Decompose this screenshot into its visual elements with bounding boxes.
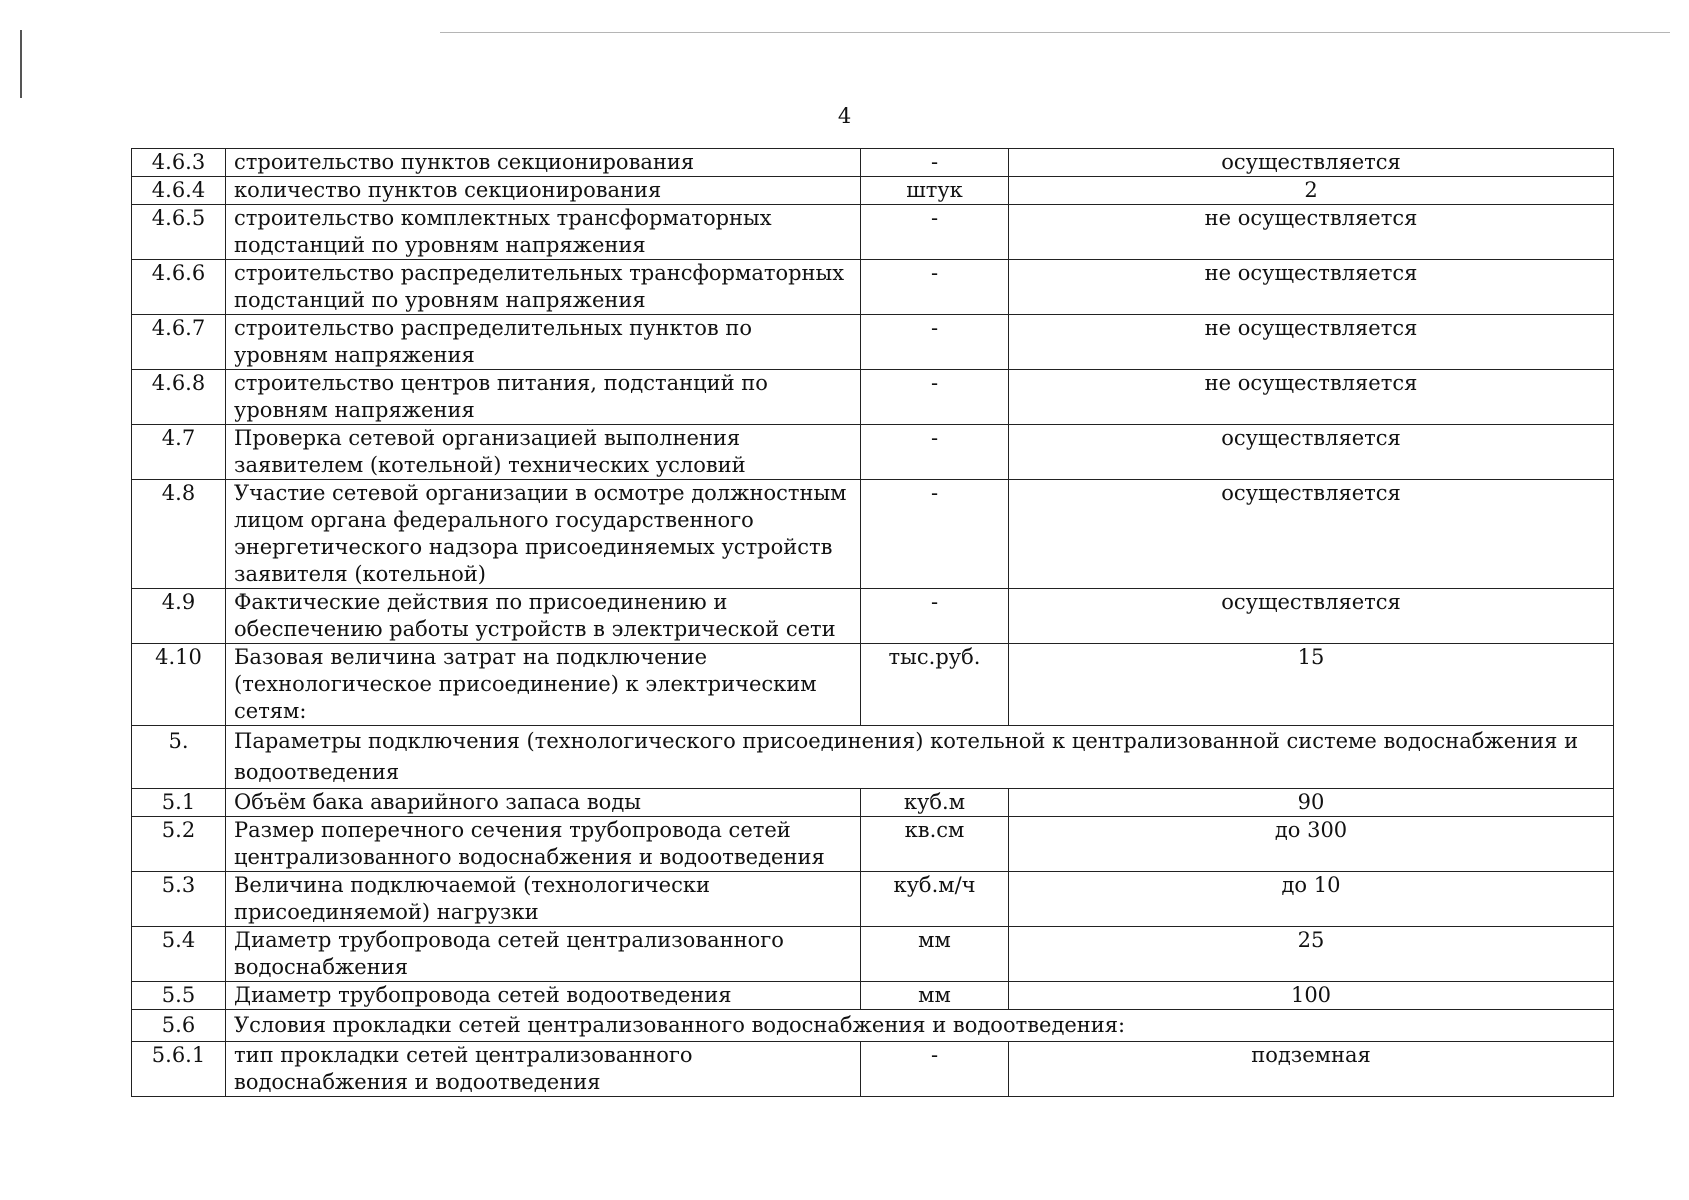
row-description: строительство центров питания, подстанций по уровням напряжения bbox=[226, 370, 861, 425]
row-unit: - bbox=[861, 1042, 1009, 1097]
row-description: Диаметр трубопровода сетей водоотведения bbox=[226, 982, 861, 1010]
row-number: 4.6.4 bbox=[132, 177, 226, 205]
table-row bbox=[132, 872, 1614, 927]
row-number: 4.9 bbox=[132, 589, 226, 644]
row-description: Диаметр трубопровода сетей централизованного водоснабжения bbox=[226, 927, 861, 982]
parameters-table bbox=[131, 148, 1614, 1097]
row-description: Базовая величина затрат на подключение (технологическое присоединение) к электрическим сетям: bbox=[226, 644, 861, 726]
table-row bbox=[132, 370, 1614, 425]
scan-artifact-left-mark bbox=[20, 30, 22, 98]
row-unit: тыс.руб. bbox=[861, 644, 1009, 726]
row-value: подземная bbox=[1009, 1042, 1614, 1097]
row-value: 2 bbox=[1009, 177, 1614, 205]
row-description: строительство распределительных трансформаторных подстанций по уровням напряжения bbox=[226, 260, 861, 315]
row-unit: кв.см bbox=[861, 817, 1009, 872]
row-value: не осуществляется bbox=[1009, 205, 1614, 260]
row-value: не осуществляется bbox=[1009, 315, 1614, 370]
row-number: 5.2 bbox=[132, 817, 226, 872]
row-value: 100 bbox=[1009, 982, 1614, 1010]
table-row bbox=[132, 644, 1614, 726]
row-unit: - bbox=[861, 149, 1009, 177]
row-value: не осуществляется bbox=[1009, 260, 1614, 315]
row-number: 5.6.1 bbox=[132, 1042, 226, 1097]
scan-artifact-top-line bbox=[440, 32, 1670, 33]
row-unit: - bbox=[861, 260, 1009, 315]
row-unit: - bbox=[861, 205, 1009, 260]
row-description: Фактические действия по присоединению и обеспечению работы устройств в электрической сети bbox=[226, 589, 861, 644]
row-number: 5.3 bbox=[132, 872, 226, 927]
row-unit: - bbox=[861, 589, 1009, 644]
row-description: количество пунктов секционирования bbox=[226, 177, 861, 205]
row-value: осуществляется bbox=[1009, 425, 1614, 480]
table-row bbox=[132, 260, 1614, 315]
row-value: осуществляется bbox=[1009, 480, 1614, 589]
table-row bbox=[132, 589, 1614, 644]
row-value: до 300 bbox=[1009, 817, 1614, 872]
section-title: Параметры подключения (технологического присоединения) котельной к централизованной системе водоснабжения и водоотведения bbox=[226, 726, 1614, 789]
row-description: Участие сетевой организации в осмотре должностным лицом органа федерального государственного энергетического надзора присоединяемых устройств заявителя (котельной) bbox=[226, 480, 861, 589]
section-row bbox=[132, 1010, 1614, 1042]
table-row bbox=[132, 149, 1614, 177]
row-unit: - bbox=[861, 480, 1009, 589]
row-number: 5.5 bbox=[132, 982, 226, 1010]
row-unit: - bbox=[861, 425, 1009, 480]
table-row bbox=[132, 1042, 1614, 1097]
row-value: 90 bbox=[1009, 789, 1614, 817]
section-row bbox=[132, 726, 1614, 789]
row-description: Размер поперечного сечения трубопровода сетей централизованного водоснабжения и водоотведения bbox=[226, 817, 861, 872]
row-unit: штук bbox=[861, 177, 1009, 205]
row-number: 5.4 bbox=[132, 927, 226, 982]
row-description: Объём бака аварийного запаса воды bbox=[226, 789, 861, 817]
row-number: 5. bbox=[132, 726, 226, 789]
row-description: строительство пунктов секционирования bbox=[226, 149, 861, 177]
row-value: 25 bbox=[1009, 927, 1614, 982]
row-unit: куб.м bbox=[861, 789, 1009, 817]
row-description: строительство распределительных пунктов по уровням напряжения bbox=[226, 315, 861, 370]
row-number: 4.6.7 bbox=[132, 315, 226, 370]
table-row bbox=[132, 205, 1614, 260]
row-number: 4.10 bbox=[132, 644, 226, 726]
table-row bbox=[132, 927, 1614, 982]
row-number: 4.6.8 bbox=[132, 370, 226, 425]
row-number: 4.6.3 bbox=[132, 149, 226, 177]
table-row bbox=[132, 315, 1614, 370]
row-number: 4.8 bbox=[132, 480, 226, 589]
row-unit: - bbox=[861, 370, 1009, 425]
row-description: Проверка сетевой организацией выполнения заявителем (котельной) технических условий bbox=[226, 425, 861, 480]
row-description: тип прокладки сетей централизованного водоснабжения и водоотведения bbox=[226, 1042, 861, 1097]
row-description: Величина подключаемой (технологически присоединяемой) нагрузки bbox=[226, 872, 861, 927]
table-row bbox=[132, 480, 1614, 589]
row-value: осуществляется bbox=[1009, 589, 1614, 644]
section-title: Условия прокладки сетей централизованного водоснабжения и водоотведения: bbox=[226, 1010, 1614, 1042]
table-row bbox=[132, 425, 1614, 480]
row-number: 4.7 bbox=[132, 425, 226, 480]
row-number: 4.6.5 bbox=[132, 205, 226, 260]
row-value: 15 bbox=[1009, 644, 1614, 726]
row-value: не осуществляется bbox=[1009, 370, 1614, 425]
table-row bbox=[132, 982, 1614, 1010]
row-number: 5.1 bbox=[132, 789, 226, 817]
row-unit: мм bbox=[861, 982, 1009, 1010]
row-unit: - bbox=[861, 315, 1009, 370]
row-number: 5.6 bbox=[132, 1010, 226, 1042]
row-unit: мм bbox=[861, 927, 1009, 982]
row-value: до 10 bbox=[1009, 872, 1614, 927]
row-unit: куб.м/ч bbox=[861, 872, 1009, 927]
row-value: осуществляется bbox=[1009, 149, 1614, 177]
row-description: строительство комплектных трансформаторных подстанций по уровням напряжения bbox=[226, 205, 861, 260]
page-number: 4 bbox=[837, 104, 852, 128]
row-number: 4.6.6 bbox=[132, 260, 226, 315]
table-row bbox=[132, 177, 1614, 205]
table-row bbox=[132, 817, 1614, 872]
table-row bbox=[132, 789, 1614, 817]
